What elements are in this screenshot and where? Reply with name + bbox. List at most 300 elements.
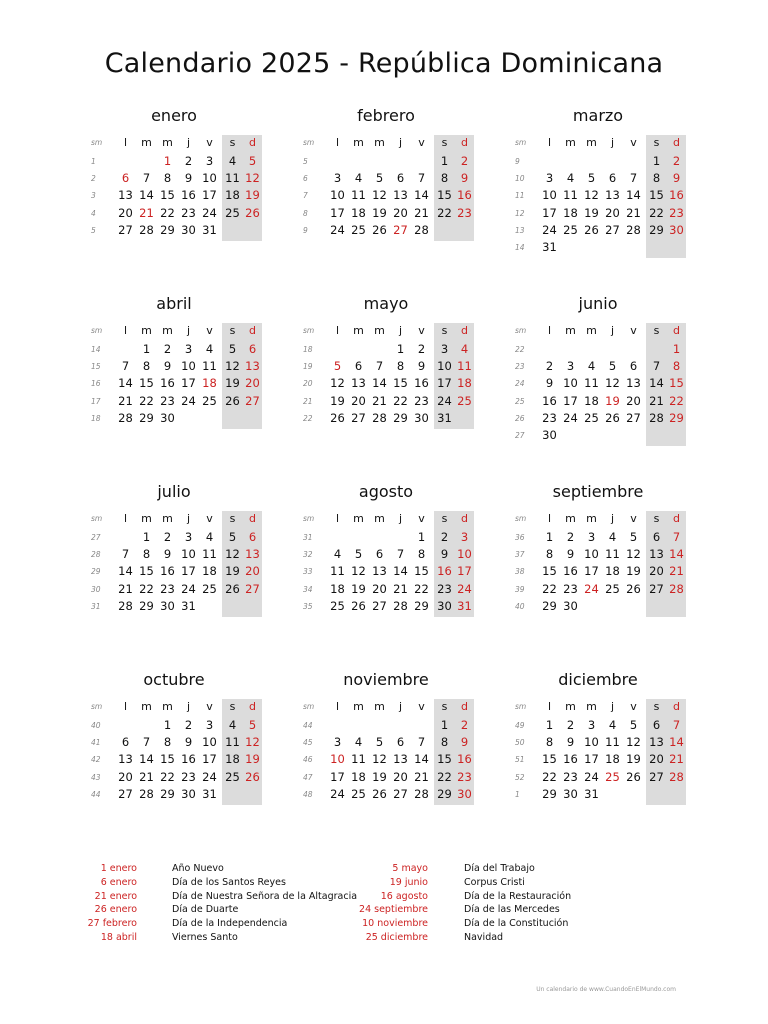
weekday-header: v [630,324,637,337]
day-cell: 5 [228,530,237,544]
week-number: 23 [515,362,525,372]
day-cell: 26 [584,222,599,237]
month-julio [85,482,263,652]
day-cell: 2 [163,530,172,544]
weekday-header: v [630,512,637,525]
day-cell: 25 [584,410,599,425]
day-cell: 10 [542,188,557,203]
holiday-name: Año Nuevo [172,863,224,874]
day-cell: 21 [372,393,387,408]
day-cell: 22 [160,205,175,220]
day-cell: 19 [225,564,240,579]
day-cell: 24 [181,581,196,596]
day-cell: 18 [202,564,217,579]
day-cell: 13 [372,564,387,579]
day-cell: 20 [649,564,664,579]
day-cell: 5 [248,718,257,732]
day-cell: 12 [626,547,641,562]
weekday-header: v [206,136,213,149]
day-cell: 21 [414,205,429,220]
day-cell: 30 [542,428,557,442]
weekday-header: m [565,136,576,149]
week-number-header: sm [91,514,103,523]
day-cell: 11 [563,188,578,203]
month-mayo [297,294,475,464]
week-number: 33 [303,567,313,577]
weekday-header: m [586,136,597,149]
week-number: 9 [303,225,308,235]
day-cell: 5 [228,342,237,356]
weekday-header: m [141,512,152,525]
day-cell: 29 [393,410,408,425]
holiday-date: 26 enero [94,904,137,916]
weekday-header: j [186,324,191,337]
day-cell: 4 [566,171,575,186]
holiday-name: Día de la Independencia [172,918,288,930]
day-cell: 2 [460,718,469,732]
week-number: 13 [515,225,525,235]
holiday-day: 16 [437,564,452,579]
day-cell: 7 [142,735,151,750]
weekday-header: l [335,700,340,713]
week-number: 31 [303,533,313,542]
day-cell: 1 [440,154,449,168]
weekday-header: j [398,512,403,525]
week-number-header: sm [91,138,103,147]
day-cell: 7 [629,171,638,186]
weekday-header: j [610,512,615,525]
week-number: 19 [303,362,313,372]
day-cell: 14 [393,564,408,579]
weekday-header: m [565,512,576,525]
day-cell: 20 [393,769,408,784]
day-cell: 28 [414,786,429,801]
week-number: 31 [91,601,101,611]
day-cell: 4 [354,735,363,750]
week-number: 16 [91,379,101,389]
day-cell: 7 [672,530,681,544]
day-cell: 13 [245,547,260,562]
month-abril [85,294,263,464]
day-cell: 6 [248,342,257,356]
day-cell: 8 [396,359,405,374]
day-cell: 14 [626,188,641,203]
day-cell: 16 [563,752,578,767]
day-cell: 20 [245,376,260,391]
holiday-list [0,862,768,962]
day-cell: 4 [354,171,363,186]
weekday-header: m [162,324,173,337]
day-cell: 28 [139,786,154,801]
week-number: 3 [91,191,96,201]
weekday-header: l [547,136,552,149]
month-name: marzo [572,106,624,125]
month-name: junio [578,294,618,313]
day-cell: 24 [542,222,557,237]
day-cell: 19 [225,376,240,391]
day-cell: 9 [184,735,193,750]
week-number: 52 [515,772,525,782]
day-cell: 4 [587,359,596,374]
holiday-day: 25 [605,769,620,784]
day-cell: 25 [225,769,240,784]
weekday-header: v [418,700,425,713]
day-cell: 20 [605,205,620,220]
week-number: 38 [515,567,525,577]
weekday-header: l [123,324,128,337]
day-cell: 17 [330,205,345,220]
week-number: 47 [303,772,313,782]
weekday-header: s [441,700,448,713]
day-cell: 5 [375,171,384,186]
weekday-header: d [461,136,468,149]
day-cell: 11 [605,547,620,562]
day-cell: 15 [139,564,154,579]
day-cell: 26 [245,769,260,784]
day-cell: 4 [333,547,342,562]
day-cell: 9 [566,547,575,562]
day-cell: 17 [181,376,196,391]
week-number: 28 [91,550,101,560]
weekday-header: m [374,324,385,337]
holiday-date: 6 enero [100,876,137,888]
day-cell: 11 [225,171,240,186]
weekday-header: s [229,324,236,337]
day-cell: 2 [184,718,193,732]
day-cell: 29 [414,598,429,613]
holiday-day: 5 [333,359,342,374]
month-marzo [509,106,687,276]
day-cell: 17 [330,769,345,784]
weekday-header: s [229,512,236,525]
day-cell: 15 [160,188,175,203]
day-cell: 11 [351,752,366,767]
week-number: 18 [91,413,101,423]
day-cell: 28 [393,598,408,613]
holiday-day: 6 [121,171,130,186]
day-cell: 21 [414,769,429,784]
day-cell: 16 [181,188,196,203]
day-cell: 12 [351,564,366,579]
day-cell: 3 [440,342,449,356]
day-cell: 5 [354,547,363,562]
day-cell: 19 [372,769,387,784]
day-cell: 21 [649,393,664,408]
weekday-header: l [547,324,552,337]
day-cell: 31 [542,240,557,254]
weekday-header: d [249,324,256,337]
day-cell: 29 [160,786,175,801]
day-cell: 30 [457,786,472,801]
month-name: febrero [357,106,415,125]
day-cell: 18 [351,205,366,220]
day-cell: 8 [142,547,151,562]
day-cell: 3 [184,530,193,544]
week-number-header: sm [91,326,103,335]
day-cell: 3 [333,171,342,186]
week-number: 20 [303,379,313,389]
month-septiembre [509,482,687,652]
day-cell: 29 [437,786,452,801]
day-cell: 8 [545,735,554,750]
day-cell: 1 [545,530,554,544]
holiday-day: 10 [330,752,345,767]
day-cell: 4 [228,718,237,732]
day-cell: 13 [649,735,664,750]
day-cell: 18 [330,581,345,596]
day-cell: 10 [457,547,472,562]
week-number: 41 [91,738,101,748]
week-number-header: sm [515,702,527,711]
day-cell: 2 [163,342,172,356]
week-number: 51 [515,755,525,765]
day-cell: 5 [587,171,596,186]
day-cell: 5 [629,530,638,544]
day-cell: 12 [372,188,387,203]
day-cell: 16 [414,376,429,391]
weekday-header: m [586,512,597,525]
week-number: 11 [515,191,525,201]
weekday-header: m [374,512,385,525]
day-cell: 30 [414,410,429,425]
day-cell: 20 [118,769,133,784]
day-cell: 10 [202,735,217,750]
day-cell: 14 [414,188,429,203]
weekday-header: d [673,136,680,149]
weekday-header: s [653,136,660,149]
day-cell: 17 [202,752,217,767]
week-number: 18 [303,345,313,354]
day-cell: 11 [351,188,366,203]
day-cell: 13 [605,188,620,203]
day-cell: 19 [245,188,260,203]
day-cell: 31 [584,786,599,801]
weekday-header: j [610,136,615,149]
day-cell: 1 [545,718,554,732]
week-number: 8 [303,208,308,218]
weekday-header: v [630,700,637,713]
day-cell: 27 [245,393,260,408]
day-cell: 13 [118,752,133,767]
day-cell: 18 [584,393,599,408]
day-cell: 15 [139,376,154,391]
day-cell: 23 [414,393,429,408]
day-cell: 15 [160,752,175,767]
day-cell: 13 [393,752,408,767]
day-cell: 18 [457,376,472,391]
week-number: 9 [515,157,520,166]
holiday-date: 18 abril [100,932,137,943]
day-cell: 14 [669,547,684,562]
day-cell: 16 [542,393,557,408]
holiday-date: 5 mayo [392,863,428,874]
day-cell: 3 [205,154,214,168]
day-cell: 7 [375,359,384,374]
day-cell: 23 [669,205,684,220]
day-cell: 17 [457,564,472,579]
holiday-date: 21 enero [94,890,137,902]
day-cell: 17 [563,393,578,408]
week-number: 48 [303,789,313,799]
day-cell: 19 [626,564,641,579]
day-cell: 28 [414,222,429,237]
day-cell: 26 [225,581,240,596]
week-number: 17 [91,396,101,406]
day-cell: 3 [460,530,469,544]
day-cell: 9 [184,171,193,186]
holiday-name: Día de Duarte [172,904,239,916]
month-name: noviembre [343,670,429,689]
holiday-name: Día del Trabajo [464,863,535,874]
week-number: 12 [515,208,525,218]
weekday-header: m [162,700,173,713]
holiday-name: Día de la Restauración [464,890,572,902]
holiday-date: 25 diciembre [365,932,428,943]
week-number-header: sm [91,702,103,711]
day-cell: 1 [396,342,405,356]
week-number: 26 [515,413,525,423]
weekday-header: j [398,324,403,337]
holiday-name: Día de las Mercedes [464,904,560,916]
day-cell: 13 [626,376,641,391]
day-cell: 1 [652,154,661,168]
day-cell: 22 [437,769,452,784]
day-cell: 22 [437,205,452,220]
day-cell: 1 [163,718,172,732]
week-number: 27 [91,533,101,542]
day-cell: 22 [139,581,154,596]
day-cell: 29 [669,410,684,425]
day-cell: 28 [139,222,154,237]
day-cell: 17 [437,376,452,391]
weekday-header: m [353,512,364,525]
day-cell: 10 [181,547,196,562]
day-cell: 28 [118,410,133,425]
week-number: 44 [91,789,101,799]
day-cell: 28 [669,581,684,596]
day-cell: 20 [351,393,366,408]
day-cell: 29 [649,222,664,237]
week-number: 7 [303,191,308,201]
day-cell: 16 [160,376,175,391]
weekday-header: d [249,700,256,713]
holiday-name: Día de la Constitución [464,918,569,930]
day-cell: 8 [417,547,426,562]
day-cell: 29 [542,598,557,613]
day-cell: 17 [542,205,557,220]
weekday-header: m [586,700,597,713]
weekday-header: j [610,324,615,337]
day-cell: 23 [160,581,175,596]
day-cell: 11 [584,376,599,391]
weekday-header: v [206,324,213,337]
day-cell: 30 [160,410,175,425]
week-number: 4 [91,208,96,218]
weekday-header: l [123,136,128,149]
day-cell: 6 [248,530,257,544]
day-cell: 26 [372,786,387,801]
day-cell: 24 [181,393,196,408]
day-cell: 18 [563,205,578,220]
holiday-date: 1 enero [100,863,137,874]
month-octubre [85,670,263,840]
month-febrero [297,106,475,276]
day-cell: 19 [626,752,641,767]
day-cell: 6 [652,718,661,732]
day-cell: 12 [584,188,599,203]
week-number: 40 [91,721,101,730]
day-cell: 2 [460,154,469,168]
day-cell: 23 [181,205,196,220]
day-cell: 6 [396,735,405,750]
day-cell: 3 [587,530,596,544]
week-number-header: sm [303,326,315,335]
weekday-header: d [673,700,680,713]
day-cell: 9 [545,376,554,391]
weekday-header: m [565,700,576,713]
day-cell: 26 [351,598,366,613]
holiday-day: 24 [584,581,599,596]
week-number: 5 [91,225,96,235]
day-cell: 4 [205,342,214,356]
weekday-header: j [186,136,191,149]
holiday-name: Viernes Santo [172,932,238,943]
day-cell: 11 [202,547,217,562]
month-name: septiembre [552,482,644,501]
day-cell: 9 [672,171,681,186]
day-cell: 2 [545,359,554,374]
day-cell: 2 [566,530,575,544]
day-cell: 16 [457,188,472,203]
week-number-header: sm [515,138,527,147]
holiday-day: 26 [245,205,260,220]
day-cell: 25 [351,222,366,237]
day-cell: 22 [542,581,557,596]
day-cell: 13 [118,188,133,203]
day-cell: 19 [245,752,260,767]
week-number: 5 [303,157,308,166]
day-cell: 15 [437,188,452,203]
day-cell: 1 [440,718,449,732]
day-cell: 22 [160,769,175,784]
day-cell: 22 [649,205,664,220]
day-cell: 28 [118,598,133,613]
day-cell: 9 [566,735,575,750]
day-cell: 2 [440,530,449,544]
day-cell: 12 [245,735,260,750]
week-number: 1 [515,789,520,799]
day-cell: 16 [563,564,578,579]
day-cell: 1 [672,342,681,356]
day-cell: 21 [626,205,641,220]
weekday-header: d [461,700,468,713]
day-cell: 12 [245,171,260,186]
day-cell: 9 [440,547,449,562]
week-number: 14 [515,243,525,252]
week-number: 1 [91,157,96,166]
day-cell: 20 [626,393,641,408]
day-cell: 10 [584,735,599,750]
holiday-date: 10 noviembre [362,918,428,930]
day-cell: 24 [202,205,217,220]
day-cell: 4 [608,718,617,732]
day-cell: 20 [372,581,387,596]
day-cell: 21 [393,581,408,596]
weekday-header: m [162,136,173,149]
day-cell: 6 [629,359,638,374]
day-cell: 29 [542,786,557,801]
day-cell: 30 [437,598,452,613]
